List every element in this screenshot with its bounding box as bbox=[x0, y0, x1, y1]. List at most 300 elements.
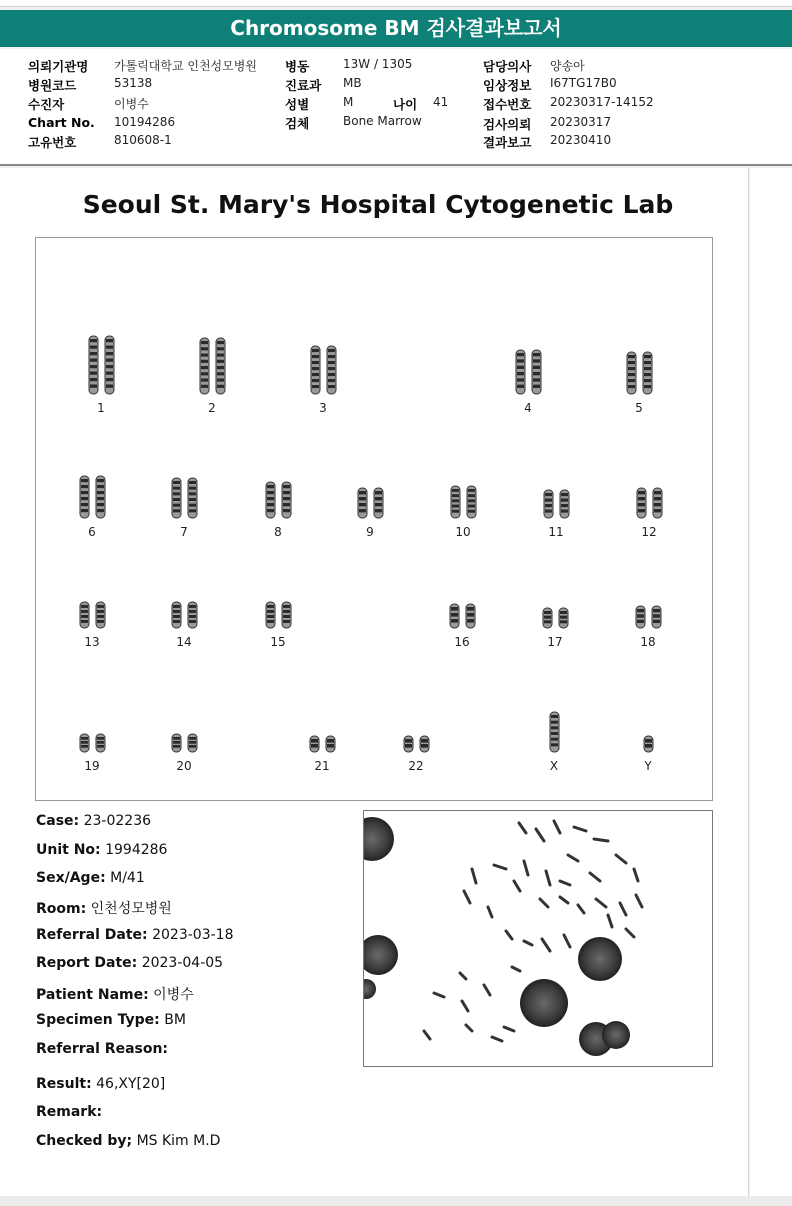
chromosome-band bbox=[375, 503, 382, 506]
chromosome-pair-5 bbox=[627, 352, 652, 394]
chromosome-band bbox=[551, 732, 558, 735]
chromosome-pair-6 bbox=[80, 476, 105, 518]
chromosome-band bbox=[283, 503, 290, 506]
chromosome-label-15: 15 bbox=[270, 635, 286, 649]
chromosome-band bbox=[217, 372, 224, 375]
age-label: 나이 bbox=[393, 97, 418, 112]
chromosome-band bbox=[189, 504, 196, 507]
chromosome-band bbox=[405, 739, 412, 743]
chromosome-band bbox=[81, 615, 88, 618]
room-value: 인천성모병원 bbox=[90, 901, 172, 917]
chromosome-band bbox=[189, 605, 196, 608]
hospital-code-label: 병원코드 bbox=[28, 78, 77, 93]
chromosome-band bbox=[561, 493, 568, 496]
chromosome-band bbox=[106, 352, 113, 355]
right-margin bbox=[750, 168, 792, 1196]
metaphase-chromosome bbox=[560, 897, 568, 903]
chromosome-band bbox=[97, 610, 104, 613]
metaphase-chromosome bbox=[492, 1037, 502, 1041]
metaphase-chromosome bbox=[464, 891, 470, 903]
chromosome-band bbox=[189, 615, 196, 618]
chromosome-band bbox=[544, 620, 551, 623]
unique-no-value: 810608-1 bbox=[114, 133, 172, 147]
request-value: 20230317 bbox=[550, 115, 612, 129]
chromosome-band bbox=[637, 620, 644, 623]
chromosome-pair-Y bbox=[644, 736, 653, 752]
chromosome-band bbox=[97, 620, 104, 623]
chromosome-band bbox=[90, 346, 97, 349]
chromosome-band bbox=[312, 349, 319, 352]
doctor-label: 담당의사 bbox=[483, 59, 532, 74]
chromosome-band bbox=[533, 372, 540, 375]
chromosome-band bbox=[97, 503, 104, 506]
chromosome-label-6: 6 bbox=[88, 525, 96, 539]
chromosome-band bbox=[451, 613, 458, 617]
chromosome-band bbox=[545, 504, 552, 507]
chromosome-band bbox=[201, 366, 208, 369]
chromosome-band bbox=[545, 510, 552, 513]
chromosome-band bbox=[328, 361, 335, 364]
institution-value: 가톨릭대학교 인천성모병원 bbox=[114, 59, 257, 73]
chromosome-band bbox=[359, 491, 366, 494]
chromosome-label-18: 18 bbox=[640, 635, 656, 649]
metaphase-chromosome bbox=[578, 905, 584, 913]
unit-value: 1994286 bbox=[105, 842, 168, 858]
referral-date-row bbox=[36, 927, 233, 943]
chromosome-label-4: 4 bbox=[524, 401, 532, 415]
chromosome-band bbox=[173, 487, 180, 490]
chromosome-band bbox=[106, 365, 113, 368]
chromosome-band bbox=[173, 605, 180, 608]
chromosome-pair-4 bbox=[516, 350, 541, 394]
metaphase-chromosome bbox=[542, 939, 550, 951]
metaphase-chromosome bbox=[636, 895, 642, 907]
chromosome-pair-10 bbox=[451, 486, 476, 518]
chromosome-band bbox=[533, 359, 540, 362]
chromosome-band bbox=[283, 497, 290, 500]
ward-value: 13W / 1305 bbox=[343, 57, 413, 71]
chromosome-pair-18 bbox=[636, 606, 661, 628]
chromosome-band bbox=[106, 372, 113, 375]
chromosome-band bbox=[81, 741, 88, 744]
chromosome-band bbox=[81, 497, 88, 500]
checked-value: MS Kim M.D bbox=[136, 1133, 221, 1149]
age-value: 41 bbox=[433, 95, 449, 109]
chromosome-label-Y: Y bbox=[644, 759, 652, 773]
result-date-label: 결과보고 bbox=[483, 135, 532, 150]
case-value: 23-02236 bbox=[83, 813, 152, 829]
metaphase-chromosome bbox=[519, 823, 526, 833]
chromosome-band bbox=[189, 745, 196, 748]
chromosome-band bbox=[628, 379, 635, 382]
chromosome-band bbox=[267, 485, 274, 488]
chromosome-band bbox=[312, 361, 319, 364]
checked-label: Checked by; bbox=[36, 1133, 133, 1149]
chromosome-band bbox=[312, 385, 319, 388]
metaphase-chromosome bbox=[540, 899, 548, 907]
chromosome-label-19: 19 bbox=[84, 759, 100, 773]
specimen-label: 검체 bbox=[285, 116, 310, 131]
sexage-value: M/41 bbox=[110, 870, 145, 886]
receipt-label: 접수번호 bbox=[483, 97, 532, 112]
metaphase-chromosome bbox=[424, 1031, 430, 1039]
case-label: Case: bbox=[36, 813, 80, 829]
remark-row bbox=[36, 1104, 102, 1120]
chromosome-band bbox=[283, 620, 290, 623]
metaphase-chromosome bbox=[514, 881, 520, 891]
chromosome-band bbox=[653, 609, 660, 612]
chromosome-band bbox=[201, 360, 208, 363]
chromosome-band bbox=[201, 341, 208, 344]
chromosome-label-21: 21 bbox=[314, 759, 330, 773]
chromosome-band bbox=[468, 499, 475, 502]
metaphase-chromosome bbox=[512, 967, 520, 971]
chromosome-band bbox=[644, 385, 651, 388]
karyotype-panel bbox=[35, 237, 713, 801]
chromosome-band bbox=[173, 610, 180, 613]
chromosome-band bbox=[328, 355, 335, 358]
metaphase-chromosome bbox=[634, 869, 638, 881]
chromosome-band bbox=[628, 385, 635, 388]
chromosome-band bbox=[267, 610, 274, 613]
chromosome-band bbox=[644, 373, 651, 376]
chromosome-band bbox=[106, 346, 113, 349]
sexage-label: Sex/Age: bbox=[36, 870, 106, 886]
chromosome-band bbox=[267, 615, 274, 618]
chromosome-band bbox=[467, 613, 474, 617]
chromosome-pair-15 bbox=[266, 602, 291, 628]
chromosome-band bbox=[644, 355, 651, 358]
chromosome-band bbox=[638, 497, 645, 500]
chromosome-band bbox=[81, 620, 88, 623]
metaphase-chromosome bbox=[574, 827, 586, 831]
chromosome-band bbox=[201, 354, 208, 357]
chromosome-band bbox=[544, 611, 551, 614]
chromosome-band bbox=[637, 609, 644, 612]
chromosome-band bbox=[311, 739, 318, 743]
chromosome-label-11: 11 bbox=[548, 525, 564, 539]
chromosome-band bbox=[451, 607, 458, 611]
chromosome-band bbox=[628, 355, 635, 358]
chromosome-band bbox=[189, 498, 196, 501]
chromosome-label-12: 12 bbox=[641, 525, 657, 539]
chromosome-pair-3 bbox=[311, 346, 336, 394]
clinical-value: I67TG17B0 bbox=[550, 76, 617, 90]
chromosome-label-14: 14 bbox=[176, 635, 192, 649]
metaphase-chromosome bbox=[488, 907, 492, 917]
unit-row bbox=[36, 842, 167, 858]
chromosome-band bbox=[451, 619, 458, 623]
chromosome-band bbox=[561, 504, 568, 507]
metaphase-chromosome bbox=[536, 829, 544, 841]
metaphase-chromosome bbox=[616, 855, 626, 863]
case-row bbox=[36, 813, 151, 829]
chromosome-band bbox=[328, 385, 335, 388]
result-label: Result: bbox=[36, 1076, 92, 1092]
ward-label: 병동 bbox=[285, 59, 310, 74]
chromosome-band bbox=[283, 615, 290, 618]
referral-date-label: Referral Date: bbox=[36, 927, 148, 943]
chromosome-band bbox=[653, 614, 660, 617]
referral-date-value: 2023-03-18 bbox=[152, 927, 234, 943]
chromosome-band bbox=[628, 361, 635, 364]
chromosome-band bbox=[90, 365, 97, 368]
chromosome-band bbox=[189, 492, 196, 495]
chromosome-label-20: 20 bbox=[176, 759, 192, 773]
chromosome-band bbox=[561, 510, 568, 513]
chromosome-band bbox=[267, 605, 274, 608]
chromosome-pair-1 bbox=[89, 336, 114, 394]
chromosome-band bbox=[638, 491, 645, 494]
chromosome-band bbox=[173, 615, 180, 618]
chromosome-band bbox=[328, 373, 335, 376]
chromosome-band bbox=[81, 745, 88, 748]
chromosome-pair-8 bbox=[266, 482, 291, 518]
chromosome-pair-X bbox=[550, 712, 559, 752]
chromosome-band bbox=[312, 373, 319, 376]
chromosome-band bbox=[90, 352, 97, 355]
chromosome-band bbox=[81, 605, 88, 608]
chromosome-band bbox=[467, 619, 474, 623]
metaphase-chromosome bbox=[546, 871, 550, 885]
chromosome-band bbox=[90, 372, 97, 375]
chromosome-band bbox=[654, 503, 661, 506]
chromosome-band bbox=[517, 385, 524, 388]
chromosome-band bbox=[90, 378, 97, 381]
patient-value: 이병수 bbox=[114, 97, 149, 111]
chromosome-band bbox=[81, 491, 88, 494]
chromosome-band bbox=[97, 605, 104, 608]
patient-info-header bbox=[0, 49, 792, 166]
chromosome-band bbox=[97, 745, 104, 748]
chromosome-band bbox=[97, 479, 104, 482]
hospital-code-value: 53138 bbox=[114, 76, 153, 90]
patient-name-value: 이병수 bbox=[153, 987, 194, 1003]
unit-label: Unit No: bbox=[36, 842, 101, 858]
chromosome-band bbox=[97, 741, 104, 744]
metaphase-chromosome bbox=[560, 881, 570, 885]
chromosome-band bbox=[654, 497, 661, 500]
sexage-row bbox=[36, 870, 145, 886]
chromosome-band bbox=[267, 509, 274, 512]
chromosome-band bbox=[173, 620, 180, 623]
result-value: 46,XY[20] bbox=[96, 1076, 166, 1092]
chromosome-band bbox=[201, 347, 208, 350]
chromosome-band bbox=[551, 743, 558, 746]
chromosome-band bbox=[517, 378, 524, 381]
nucleus bbox=[578, 937, 622, 981]
chromosome-band bbox=[551, 738, 558, 741]
chromosome-band bbox=[452, 499, 459, 502]
chromosome-band bbox=[560, 611, 567, 614]
chromosome-label-2: 2 bbox=[208, 401, 216, 415]
specimen-type-row bbox=[36, 1012, 186, 1028]
chromosome-band bbox=[217, 385, 224, 388]
chromosome-band bbox=[517, 366, 524, 369]
metaphase-chromosome bbox=[462, 1001, 468, 1011]
nucleus bbox=[364, 979, 376, 999]
checked-row bbox=[36, 1133, 220, 1149]
chromosome-band bbox=[217, 360, 224, 363]
lab-title: Seoul St. Mary's Hospital Cytogenetic Lab bbox=[82, 190, 674, 219]
metaphase-chromosome bbox=[524, 941, 532, 945]
chromosome-band bbox=[517, 359, 524, 362]
chromosome-band bbox=[467, 607, 474, 611]
chromosome-band bbox=[97, 615, 104, 618]
chromosome-band bbox=[327, 744, 334, 748]
chromosome-band bbox=[468, 489, 475, 492]
chromosome-band bbox=[452, 489, 459, 492]
chromosome-label-10: 10 bbox=[455, 525, 471, 539]
nucleus bbox=[364, 935, 398, 975]
chromosome-band bbox=[551, 715, 558, 718]
referral-reason-label: Referral Reason: bbox=[36, 1041, 169, 1057]
chromosome-band bbox=[375, 497, 382, 500]
chromosome-pair-17 bbox=[543, 608, 568, 628]
chromosome-band bbox=[312, 379, 319, 382]
bottom-margin bbox=[0, 1196, 792, 1206]
chromosome-band bbox=[645, 744, 652, 748]
chromosome-band bbox=[267, 503, 274, 506]
chromosome-band bbox=[173, 504, 180, 507]
chromosome-band bbox=[283, 491, 290, 494]
sex-label: 성별 bbox=[285, 97, 310, 112]
chromosome-band bbox=[653, 620, 660, 623]
chromosome-band bbox=[654, 491, 661, 494]
sex-value: M bbox=[343, 95, 354, 109]
chromosome-band bbox=[421, 739, 428, 743]
chromosome-band bbox=[97, 497, 104, 500]
metaphase-chromosome bbox=[620, 903, 626, 915]
chromosome-pair-19 bbox=[80, 734, 105, 752]
metaphase-spread bbox=[364, 811, 712, 1066]
chromosome-band bbox=[97, 737, 104, 740]
chromosome-label-5: 5 bbox=[635, 401, 643, 415]
patient-name-row bbox=[36, 984, 194, 1004]
specimen-type-label: Specimen Type: bbox=[36, 1012, 160, 1028]
result-row bbox=[36, 1076, 165, 1092]
chromosome-band bbox=[533, 353, 540, 356]
chromosome-band bbox=[81, 479, 88, 482]
receipt-value: 20230317-14152 bbox=[550, 95, 654, 109]
report-date-label: Report Date: bbox=[36, 955, 138, 971]
chromosome-pair-16 bbox=[450, 604, 475, 628]
chromosome-label-3: 3 bbox=[319, 401, 327, 415]
chart-no-value: 10194286 bbox=[114, 115, 176, 129]
chromosome-band bbox=[106, 339, 113, 342]
request-label: 검사의뢰 bbox=[483, 117, 532, 132]
chromosome-band bbox=[545, 493, 552, 496]
chromosome-band bbox=[375, 491, 382, 494]
chromosome-band bbox=[375, 509, 382, 512]
chromosome-band bbox=[173, 509, 180, 512]
chromosome-band bbox=[638, 509, 645, 512]
chromosome-pair-22 bbox=[404, 736, 429, 752]
chromosome-band bbox=[551, 726, 558, 729]
chromosome-pair-7 bbox=[172, 478, 197, 518]
chromosome-band bbox=[189, 481, 196, 484]
institution-label: 의뢰기관명 bbox=[28, 59, 89, 74]
room-label: Room: bbox=[36, 901, 87, 917]
chromosome-band bbox=[628, 373, 635, 376]
chromosome-band bbox=[201, 385, 208, 388]
chromosome-band bbox=[452, 510, 459, 513]
nucleus bbox=[602, 1021, 630, 1049]
nucleus bbox=[364, 817, 394, 861]
chromosome-band bbox=[551, 721, 558, 724]
chromosome-label-X: X bbox=[549, 759, 559, 773]
doctor-value: 양송아 bbox=[550, 59, 585, 73]
chromosome-band bbox=[311, 744, 318, 748]
specimen-value: Bone Marrow bbox=[343, 114, 422, 128]
metaphase-chromosome bbox=[596, 899, 606, 907]
chromosome-band bbox=[189, 487, 196, 490]
chromosome-band bbox=[517, 372, 524, 375]
metaphase-chromosome bbox=[554, 821, 560, 833]
metaphase-chromosome bbox=[460, 973, 466, 979]
chromosome-band bbox=[217, 354, 224, 357]
chromosome-band bbox=[644, 367, 651, 370]
metaphase-chromosome bbox=[524, 861, 528, 875]
chromosome-band bbox=[468, 505, 475, 508]
chromosome-label-8: 8 bbox=[274, 525, 282, 539]
chromosome-band bbox=[81, 509, 88, 512]
chromosome-band bbox=[327, 739, 334, 743]
chromosome-band bbox=[217, 379, 224, 382]
metaphase-image bbox=[363, 810, 713, 1067]
metaphase-chromosome bbox=[608, 915, 612, 927]
metaphase-chromosome bbox=[494, 865, 506, 869]
specimen-type-value: BM bbox=[164, 1012, 186, 1028]
chromosome-band bbox=[106, 378, 113, 381]
chromosome-band bbox=[359, 497, 366, 500]
metaphase-chromosome bbox=[466, 1025, 472, 1031]
chromosome-band bbox=[81, 737, 88, 740]
chromosome-band bbox=[189, 737, 196, 740]
chromosome-band bbox=[173, 741, 180, 744]
chromosome-band bbox=[328, 349, 335, 352]
chromosome-band bbox=[283, 610, 290, 613]
chromosome-band bbox=[517, 353, 524, 356]
chromosome-band bbox=[189, 741, 196, 744]
chromosome-pair-21 bbox=[310, 736, 335, 752]
chromosome-band bbox=[217, 347, 224, 350]
chromosome-band bbox=[533, 378, 540, 381]
metaphase-chromosome bbox=[506, 931, 512, 939]
metaphase-chromosome bbox=[626, 929, 634, 937]
chromosome-label-17: 17 bbox=[547, 635, 563, 649]
chromosome-band bbox=[644, 361, 651, 364]
chromosome-band bbox=[312, 367, 319, 370]
chromosome-band bbox=[628, 367, 635, 370]
karyotype-image bbox=[36, 238, 712, 800]
room-row bbox=[36, 898, 172, 918]
chromosome-band bbox=[359, 503, 366, 506]
chromosome-band bbox=[359, 509, 366, 512]
top-rule bbox=[0, 0, 792, 7]
patient-name-label: Patient Name: bbox=[36, 987, 149, 1003]
chromosome-band bbox=[544, 616, 551, 619]
chromosome-label-7: 7 bbox=[180, 525, 188, 539]
chromosome-band bbox=[561, 499, 568, 502]
chromosome-label-9: 9 bbox=[366, 525, 374, 539]
chromosome-band bbox=[81, 503, 88, 506]
chromosome-band bbox=[173, 745, 180, 748]
metaphase-chromosome bbox=[564, 935, 570, 947]
chromosome-band bbox=[173, 737, 180, 740]
chromosome-band bbox=[283, 605, 290, 608]
chromosome-pair-11 bbox=[544, 490, 569, 518]
